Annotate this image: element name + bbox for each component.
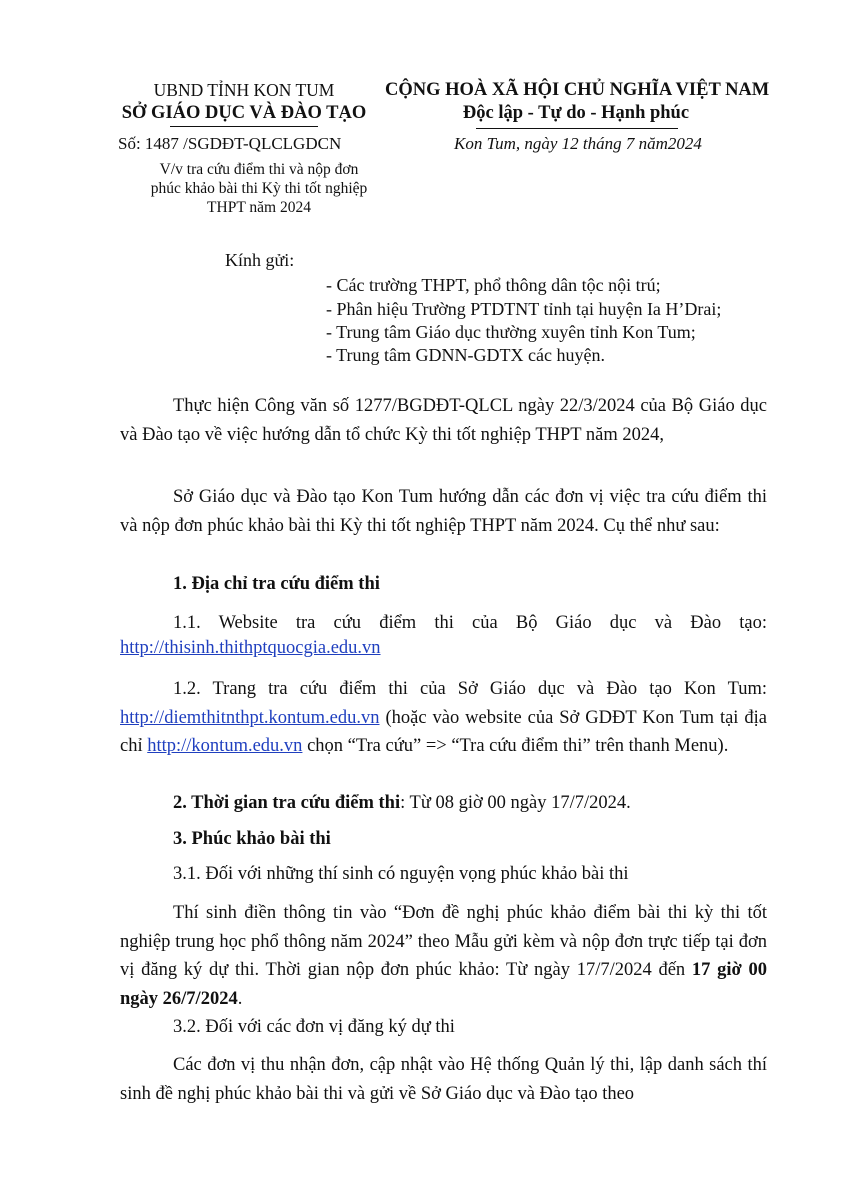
department-score-link[interactable]: http://diemthitnthpt.kontum.edu.vn [120,707,380,728]
recipient-item: - Phân hiệu Trường PTDTNT tỉnh tại huyện Ia H’Drai; [326,299,722,319]
item-1-2-after: (hoặc vào website của Sở GDĐT Kon Tum tại địa chỉ [120,707,767,756]
section-1-title: 1. Địa chỉ tra cứu điểm thi [173,574,380,594]
item-1-1-link-row [120,638,767,659]
recipient-item: - Trung tâm GDNN-GDTX các huyện. [326,345,605,365]
header-divider-right [476,128,678,129]
item-3-1-end: . [237,988,243,1009]
ministry-score-link[interactable]: http://thisinh.thithptquocgia.edu.vn [120,638,381,658]
section-2 [173,793,820,814]
item-3-1-title: 3.1. Đối với những thí sinh có nguyện vọng phúc khảo bài thi [173,864,629,884]
recipient-item: - Các trường THPT, phổ thông dân tộc nội trú; [326,275,661,295]
nation-motto: Độc lập - Tự do - Hạnh phúc [462,103,690,123]
item-1-2-tail: chọn “Tra cứu” => “Tra cứu điểm thi” trên thanh Menu). [302,736,729,756]
item-3-1-deadline: 17 giờ 00 ngày 26/7/2024 [120,960,767,1009]
item-1-1: 1.1. Website tra cứu điểm thi của Bộ Giáo dục và Đào tạo: [173,613,767,633]
header-divider-left [170,126,318,127]
document-subject: V/v tra cứu điểm thi và nộp đơn phúc khảo bài thi Kỳ thi tốt nghiệp THPT năm 2024 [150,161,368,216]
department-website-link[interactable]: http://kontum.edu.vn [147,736,303,756]
section-2-text: : Từ 08 giờ 00 ngày 17/7/2024. [400,793,631,813]
recipient-item: - Trung tâm Giáo dục thường xuyên tỉnh Kon Tum; [326,322,696,342]
paragraph-guidance: Sở Giáo dục và Đào tạo Kon Tum hướng dẫn các đơn vị việc tra cứu điểm thi và nộp đơn phúc khảo bài thi Kỳ thi tốt nghiệp THPT năm 2024. Cụ thể như sau: [120,487,767,536]
item-3-2-body: Các đơn vị thu nhận đơn, cập nhật vào Hệ thống Quản lý thi, lập danh sách thí sinh đề nghị phúc khảo bài thi và gửi về Sở Giáo dục và Đào tạo theo [120,1055,767,1104]
section-2-title: 2. Thời gian tra cứu điểm thi [173,793,401,813]
item-3-1-body [120,899,767,1013]
nation-title: CỘNG HOÀ XÃ HỘI CHỦ NGHĨA VIỆT NAM [385,80,770,100]
item-1-2 [120,675,767,761]
document-number: Số: 1487 /SGDĐT-QLCLGDCN [118,134,342,153]
item-3-2-title: 3.2. Đối với các đơn vị đăng ký dự thi [173,1017,455,1037]
document-date: Kon Tum, ngày 12 tháng 7 năm2024 [454,134,702,153]
agency-name: SỞ GIÁO DỤC VÀ ĐÀO TẠO [121,103,367,123]
item-1-2-text: 1.2. Trang tra cứu điểm thi của Sở Giáo dục và Đào tạo Kon Tum: [173,679,767,699]
item-3-1-text: Thí sinh điền thông tin vào “Đơn đề nghị phúc khảo điểm bài thi kỳ thi tốt nghiệp trung học phổ thông năm 2024” theo Mẫu gửi kèm và nộp đơn trực tiếp tại đơn vị đăng ký dự thi. Thời gian nộp đơn phúc khảo: Từ ngày 17/7/2024 đến [120,903,767,980]
section-3-title: 3. Phúc khảo bài thi [173,829,331,849]
recipients-label: Kính gửi: [225,250,295,270]
agency-parent: UBND TỈNH KON TUM [153,80,335,100]
paragraph-intro: Thực hiện Công văn số 1277/BGDĐT-QLCL ngày 22/3/2024 của Bộ Giáo dục và Đào tạo về việc hướng dẫn tổ chức Kỳ thi tốt nghiệp THPT năm 2024, [120,396,767,445]
